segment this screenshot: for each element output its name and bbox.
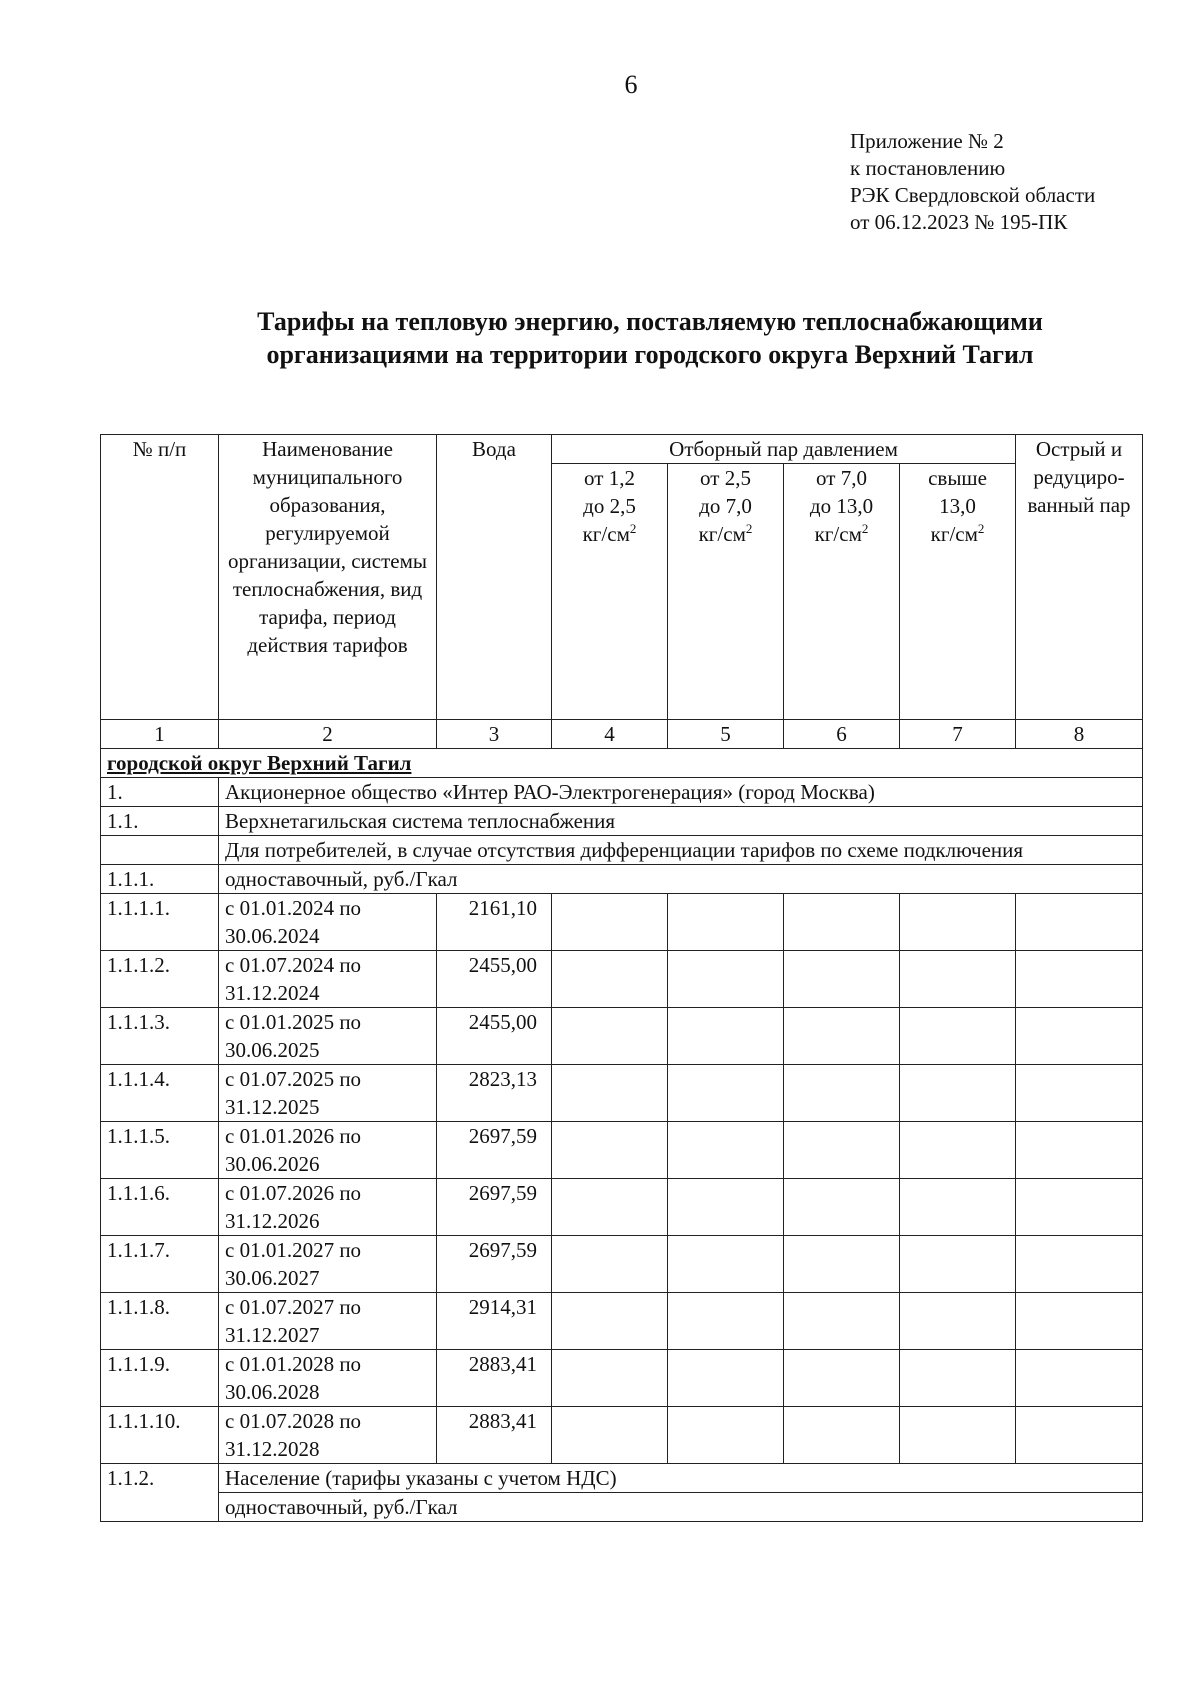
period-start: с 01.07.2028 по — [225, 1409, 362, 1433]
row-empty-cell — [552, 1236, 668, 1293]
row-empty-cell — [552, 1350, 668, 1407]
row-num: 1.1.1.4. — [101, 1065, 219, 1122]
row-empty-cell — [900, 1293, 1016, 1350]
row-empty-cell — [900, 1407, 1016, 1464]
column-number: 5 — [668, 720, 784, 749]
row-water-value: 2161,10 — [437, 894, 552, 951]
column-number: 2 — [219, 720, 437, 749]
row-empty-cell — [552, 1179, 668, 1236]
row-period — [219, 1122, 437, 1179]
period-end: 31.12.2025 — [225, 1095, 320, 1119]
period-start: с 01.01.2028 по — [225, 1352, 362, 1376]
row-empty-cell — [1016, 1407, 1143, 1464]
header-pressure-3: от 7,0 до 13,0 $кг/см^2$ — [784, 464, 900, 720]
title-line: Тарифы на тепловую энергию, поставляемую теплоснабжающими — [257, 307, 1043, 336]
row-empty-cell — [668, 1350, 784, 1407]
row-empty-cell — [784, 1179, 900, 1236]
consumers-num — [101, 836, 219, 865]
period-start: с 01.07.2027 по — [225, 1295, 362, 1319]
column-number: 3 — [437, 720, 552, 749]
system-name: Верхнетагильская система теплоснабжения — [219, 807, 1143, 836]
row-num: 1.1.1.5. — [101, 1122, 219, 1179]
column-number: 6 — [784, 720, 900, 749]
period-start: с 01.01.2025 по — [225, 1010, 362, 1034]
row-empty-cell — [1016, 894, 1143, 951]
row-empty-cell — [784, 1350, 900, 1407]
row-water-value: 2823,13 — [437, 1065, 552, 1122]
row-empty-cell — [552, 951, 668, 1008]
header-pressure-1: от 1,2 до 2,5 $кг/см^2$ — [552, 464, 668, 720]
row-period — [219, 1179, 437, 1236]
tariff-rows — [101, 894, 1143, 1464]
header-name: Наименование муниципального образования, регулируемой организации, системы теплоснабжения, вид тарифа, период действия тарифов — [219, 435, 437, 720]
row-empty-cell — [668, 1293, 784, 1350]
row-empty-cell — [900, 1350, 1016, 1407]
row-empty-cell — [668, 894, 784, 951]
table-row — [101, 1122, 1143, 1179]
row-empty-cell — [784, 1293, 900, 1350]
row-num: 1.1.1.10. — [101, 1407, 219, 1464]
row-empty-cell — [900, 1008, 1016, 1065]
row-empty-cell — [1016, 1008, 1143, 1065]
header-water: Вода — [437, 435, 552, 720]
row-empty-cell — [668, 1008, 784, 1065]
row-period — [219, 1350, 437, 1407]
table-row — [101, 1008, 1143, 1065]
row-empty-cell — [1016, 951, 1143, 1008]
period-end: 31.12.2028 — [225, 1437, 320, 1461]
row-empty-cell — [668, 1122, 784, 1179]
row-num: 1.1.1.6. — [101, 1179, 219, 1236]
row-water-value: 2455,00 — [437, 1008, 552, 1065]
row-num: 1.1.1.7. — [101, 1236, 219, 1293]
header-num: № п/п — [101, 435, 219, 720]
appendix-line: Приложение № 2 — [850, 129, 1004, 153]
period-start: с 01.07.2024 по — [225, 953, 362, 977]
row-num: 1.1.1.9. — [101, 1350, 219, 1407]
column-number: 1 — [101, 720, 219, 749]
row-period — [219, 894, 437, 951]
row-empty-cell — [900, 1122, 1016, 1179]
table-row — [101, 951, 1143, 1008]
row-num: 1.1.1.2. — [101, 951, 219, 1008]
period-end: 30.06.2025 — [225, 1038, 320, 1062]
row-empty-cell — [1016, 1065, 1143, 1122]
row-empty-cell — [552, 894, 668, 951]
row-period — [219, 951, 437, 1008]
period-start: с 01.01.2026 по — [225, 1124, 362, 1148]
appendix-line: РЭК Свердловской области — [850, 183, 1096, 207]
row-period — [219, 1065, 437, 1122]
row-empty-cell — [1016, 1179, 1143, 1236]
row-empty-cell — [1016, 1236, 1143, 1293]
row-empty-cell — [552, 1293, 668, 1350]
row-empty-cell — [1016, 1293, 1143, 1350]
consumers-note: Для потребителей, в случае отсутствия дифференциации тарифов по схеме подключения — [219, 836, 1143, 865]
column-number: 8 — [1016, 720, 1143, 749]
row-empty-cell — [552, 1065, 668, 1122]
row-empty-cell — [1016, 1122, 1143, 1179]
row-water-value: 2914,31 — [437, 1293, 552, 1350]
period-end: 31.12.2024 — [225, 981, 320, 1005]
table-row — [101, 1065, 1143, 1122]
header-pressure-4: свыше 13,0 $кг/см^2$ — [900, 464, 1016, 720]
row-num: 1.1.1.3. — [101, 1008, 219, 1065]
row-water-value: 2697,59 — [437, 1236, 552, 1293]
row-empty-cell — [784, 1122, 900, 1179]
row-empty-cell — [900, 1179, 1016, 1236]
row-empty-cell — [552, 1008, 668, 1065]
org-num: 1. — [101, 778, 219, 807]
row-empty-cell — [900, 894, 1016, 951]
row-water-value: 2697,59 — [437, 1179, 552, 1236]
period-start: с 01.01.2024 по — [225, 896, 362, 920]
row-period — [219, 1236, 437, 1293]
header-pressure-2: от 2,5 до 7,0 $кг/см^2$ — [668, 464, 784, 720]
row-empty-cell — [784, 894, 900, 951]
row-empty-cell — [1016, 1350, 1143, 1407]
period-start: с 01.07.2026 по — [225, 1181, 362, 1205]
table-row — [101, 1350, 1143, 1407]
row-empty-cell — [668, 1236, 784, 1293]
row-empty-cell — [552, 1122, 668, 1179]
period-end: 31.12.2026 — [225, 1209, 320, 1233]
row-period — [219, 1407, 437, 1464]
period-end: 30.06.2027 — [225, 1266, 320, 1290]
table-row — [101, 1179, 1143, 1236]
table-row — [101, 894, 1143, 951]
table-row — [101, 1407, 1143, 1464]
row-water-value: 2697,59 — [437, 1122, 552, 1179]
tariff-type-num: 1.1.1. — [101, 865, 219, 894]
document-title — [150, 305, 1150, 371]
population-tariff-type: одноставочный, руб./Гкал — [219, 1493, 1143, 1522]
row-empty-cell — [784, 1008, 900, 1065]
row-empty-cell — [784, 1236, 900, 1293]
column-number: 4 — [552, 720, 668, 749]
period-end: 31.12.2027 — [225, 1323, 320, 1347]
period-start: с 01.01.2027 по — [225, 1238, 362, 1262]
row-num: 1.1.1.8. — [101, 1293, 219, 1350]
appendix-line: от 06.12.2023 № 195-ПК — [850, 210, 1068, 234]
org-name: Акционерное общество «Интер РАО-Электрогенерация» (город Москва) — [219, 778, 1143, 807]
tariff-type-name: одноставочный, руб./Гкал — [219, 865, 1143, 894]
row-period — [219, 1008, 437, 1065]
row-water-value: 2883,41 — [437, 1350, 552, 1407]
population-name: Население (тарифы указаны с учетом НДС) — [219, 1464, 1143, 1493]
system-num: 1.1. — [101, 807, 219, 836]
region-heading: городской округ Верхний Тагил — [101, 749, 1143, 778]
period-start: с 01.07.2025 по — [225, 1067, 362, 1091]
row-empty-cell — [784, 1407, 900, 1464]
row-empty-cell — [668, 1179, 784, 1236]
header-sharp-steam: Острый и редуциро-ванный пар — [1016, 435, 1143, 720]
header-steam-group: Отборный пар давлением — [552, 435, 1016, 464]
tariffs-table — [100, 434, 1143, 1522]
row-empty-cell — [668, 1065, 784, 1122]
population-num: 1.1.2. — [101, 1464, 219, 1522]
column-number: 7 — [900, 720, 1016, 749]
row-empty-cell — [552, 1407, 668, 1464]
period-end: 30.06.2028 — [225, 1380, 320, 1404]
row-period — [219, 1293, 437, 1350]
table-row — [101, 1293, 1143, 1350]
table-row — [101, 1236, 1143, 1293]
title-line: организациями на территории городского округа Верхний Тагил — [266, 340, 1034, 369]
row-empty-cell — [784, 1065, 900, 1122]
row-num: 1.1.1.1. — [101, 894, 219, 951]
page-number: 6 — [624, 70, 638, 99]
row-empty-cell — [900, 1065, 1016, 1122]
period-end: 30.06.2026 — [225, 1152, 320, 1176]
row-empty-cell — [668, 1407, 784, 1464]
row-empty-cell — [900, 1236, 1016, 1293]
row-empty-cell — [900, 951, 1016, 1008]
row-water-value: 2455,00 — [437, 951, 552, 1008]
appendix-block — [850, 128, 1095, 236]
appendix-line: к постановлению — [850, 156, 1006, 180]
row-empty-cell — [668, 951, 784, 1008]
row-empty-cell — [784, 951, 900, 1008]
period-end: 30.06.2024 — [225, 924, 320, 948]
row-water-value: 2883,41 — [437, 1407, 552, 1464]
